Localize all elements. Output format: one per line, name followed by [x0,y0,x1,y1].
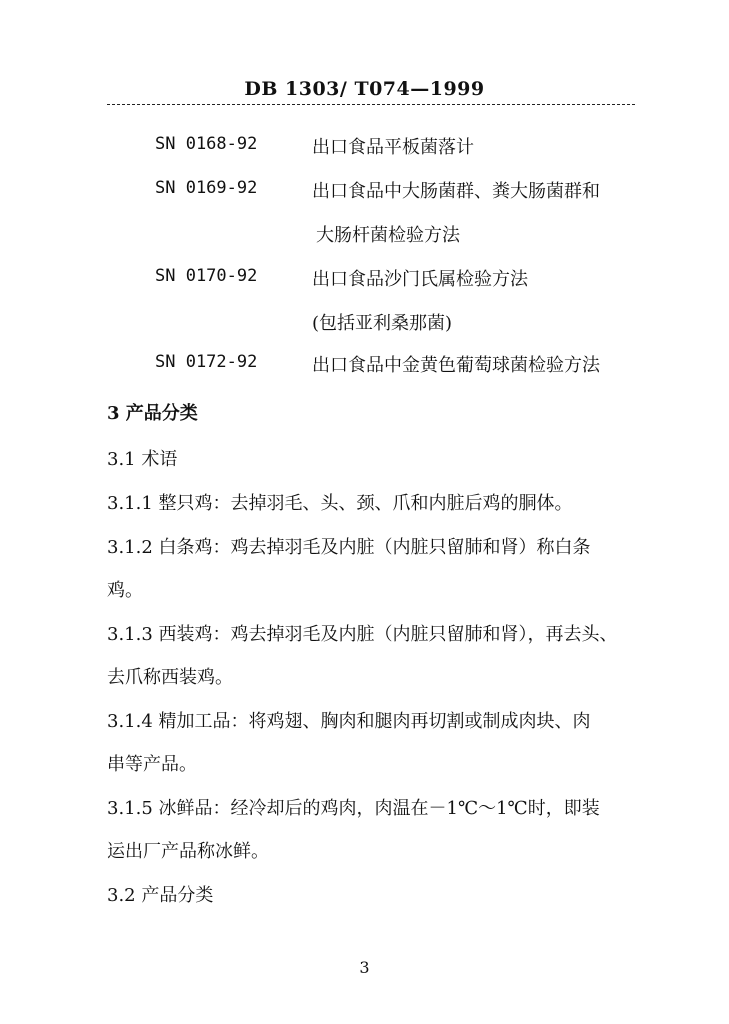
term-3-1-3-line1: 3.1.3 西装鸡：鸡去掉羽毛及内脏（内脏只留肺和肾），再去头、 [107,624,618,645]
reference-title: 出口食品中金黄色葡萄球菌检验方法 [312,355,600,376]
reference-title: 出口食品沙门氏属检验方法 [312,269,528,290]
section-3-1-heading: 3.1 术语 [107,449,178,470]
term-3-1-5-line2: 运出厂产品称冰鲜。 [107,841,269,862]
section-3-heading: 3 产品分类 [107,403,198,424]
reference-code: SN 0170-92 [155,266,258,286]
standard-number-header: DB 1303/ T074—1999 [244,78,485,100]
reference-title-continuation: (包括亚利桑那菌) [312,313,453,334]
term-3-1-2-line2: 鸡。 [107,580,143,601]
term-3-1-1: 3.1.1 整只鸡：去掉羽毛、头、颈、爪和内脏后鸡的胴体。 [107,493,573,514]
term-3-1-3-line2: 去爪称西装鸡。 [107,667,233,688]
page-number: 3 [359,958,370,977]
term-3-1-2-line1: 3.1.2 白条鸡：鸡去掉羽毛及内脏（内脏只留肺和肾）称白条 [107,537,591,558]
reference-title: 出口食品平板菌落计 [312,137,474,158]
term-3-1-4-line1: 3.1.4 精加工品：将鸡翅、胸肉和腿肉再切割或制成肉块、肉 [107,711,591,732]
term-3-1-5-line1: 3.1.5 冰鲜品：经冷却后的鸡肉，肉温在－1℃～1℃时，即装 [107,798,600,819]
header-divider [107,104,635,105]
reference-code: SN 0168-92 [155,134,258,154]
term-3-1-4-line2: 串等产品。 [107,754,197,775]
reference-title: 出口食品中大肠菌群、粪大肠菌群和 [312,181,600,202]
reference-code: SN 0169-92 [155,178,258,198]
reference-title-continuation: 大肠杆菌检验方法 [316,225,460,246]
section-3-2-heading: 3.2 产品分类 [107,885,214,906]
reference-code: SN 0172-92 [155,352,258,372]
